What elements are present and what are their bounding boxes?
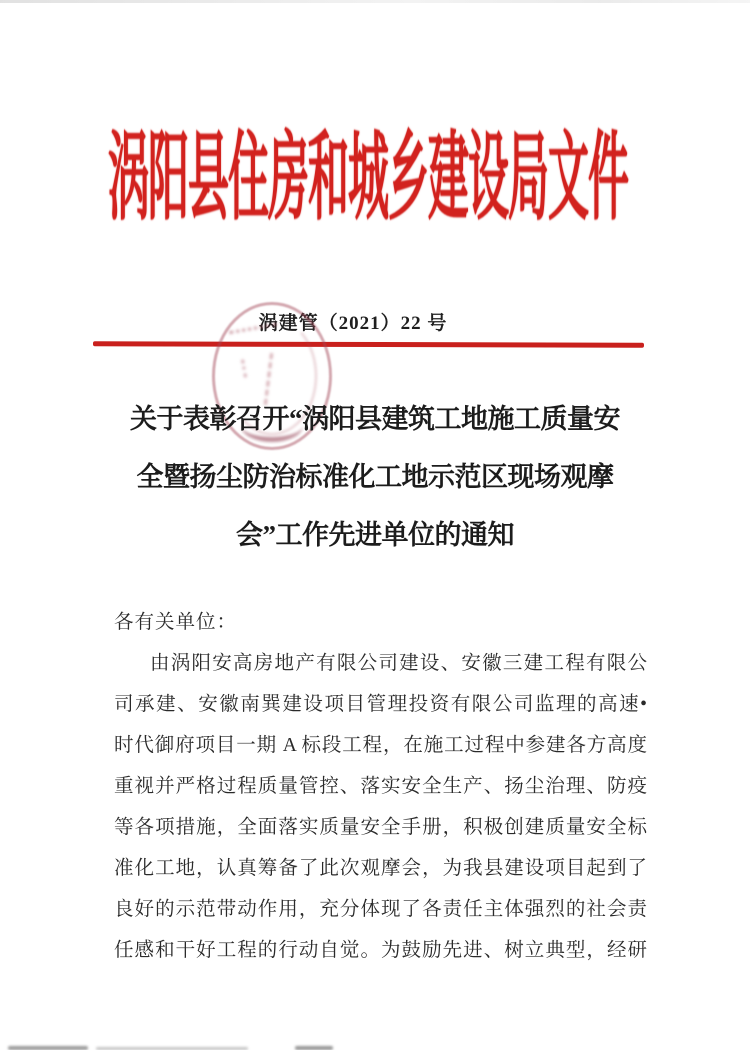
body-line: 良好的示范带动作用，充分体现了各责任主体强烈的社会责 (114, 899, 647, 920)
body-line: 司承建、安徽南巽建设项目管理投资有限公司监理的高速• (114, 694, 647, 715)
document-number: 涡建管（2021）22 号 (258, 313, 448, 334)
title-line-3: 会”工作先进单位的通知 (236, 520, 514, 550)
body-line: 由涡阳安高房地产有限公司建设、安徽三建工程有限公 (150, 653, 647, 674)
agency-masthead: 涡阳县住房和城乡建设局文件 (108, 123, 628, 232)
body-line: 准化工地，认真筹备了此次观摩会，为我县建设项目起到了 (114, 858, 647, 879)
body-line: 等各项措施，全面落实质量安全手册，积极创建质量安全标 (114, 817, 647, 838)
document-title (0, 390, 750, 564)
title-line-1: 关于表彰召开“涡阳县建筑工地施工质量安 (130, 404, 620, 434)
document-body (114, 602, 647, 971)
body-line: 时代御府项目一期 A 标段工程，在施工过程中参建各方高度 (114, 735, 647, 756)
scan-smudge (8, 1046, 88, 1050)
title-line-2: 全暨扬尘防治标准化工地示范区现场观摩 (136, 462, 614, 492)
scan-smudge (295, 1046, 333, 1050)
red-divider-line (93, 341, 644, 347)
scan-top-edge (0, 0, 750, 3)
body-line: 任感和干好工程的行动自觉。为鼓励先进、树立典型，经研 (114, 940, 647, 961)
salutation: 各有关单位： (114, 612, 238, 633)
body-line: 重视并严格过程质量管控、落实安全生产、扬尘治理、防疫 (114, 776, 647, 797)
